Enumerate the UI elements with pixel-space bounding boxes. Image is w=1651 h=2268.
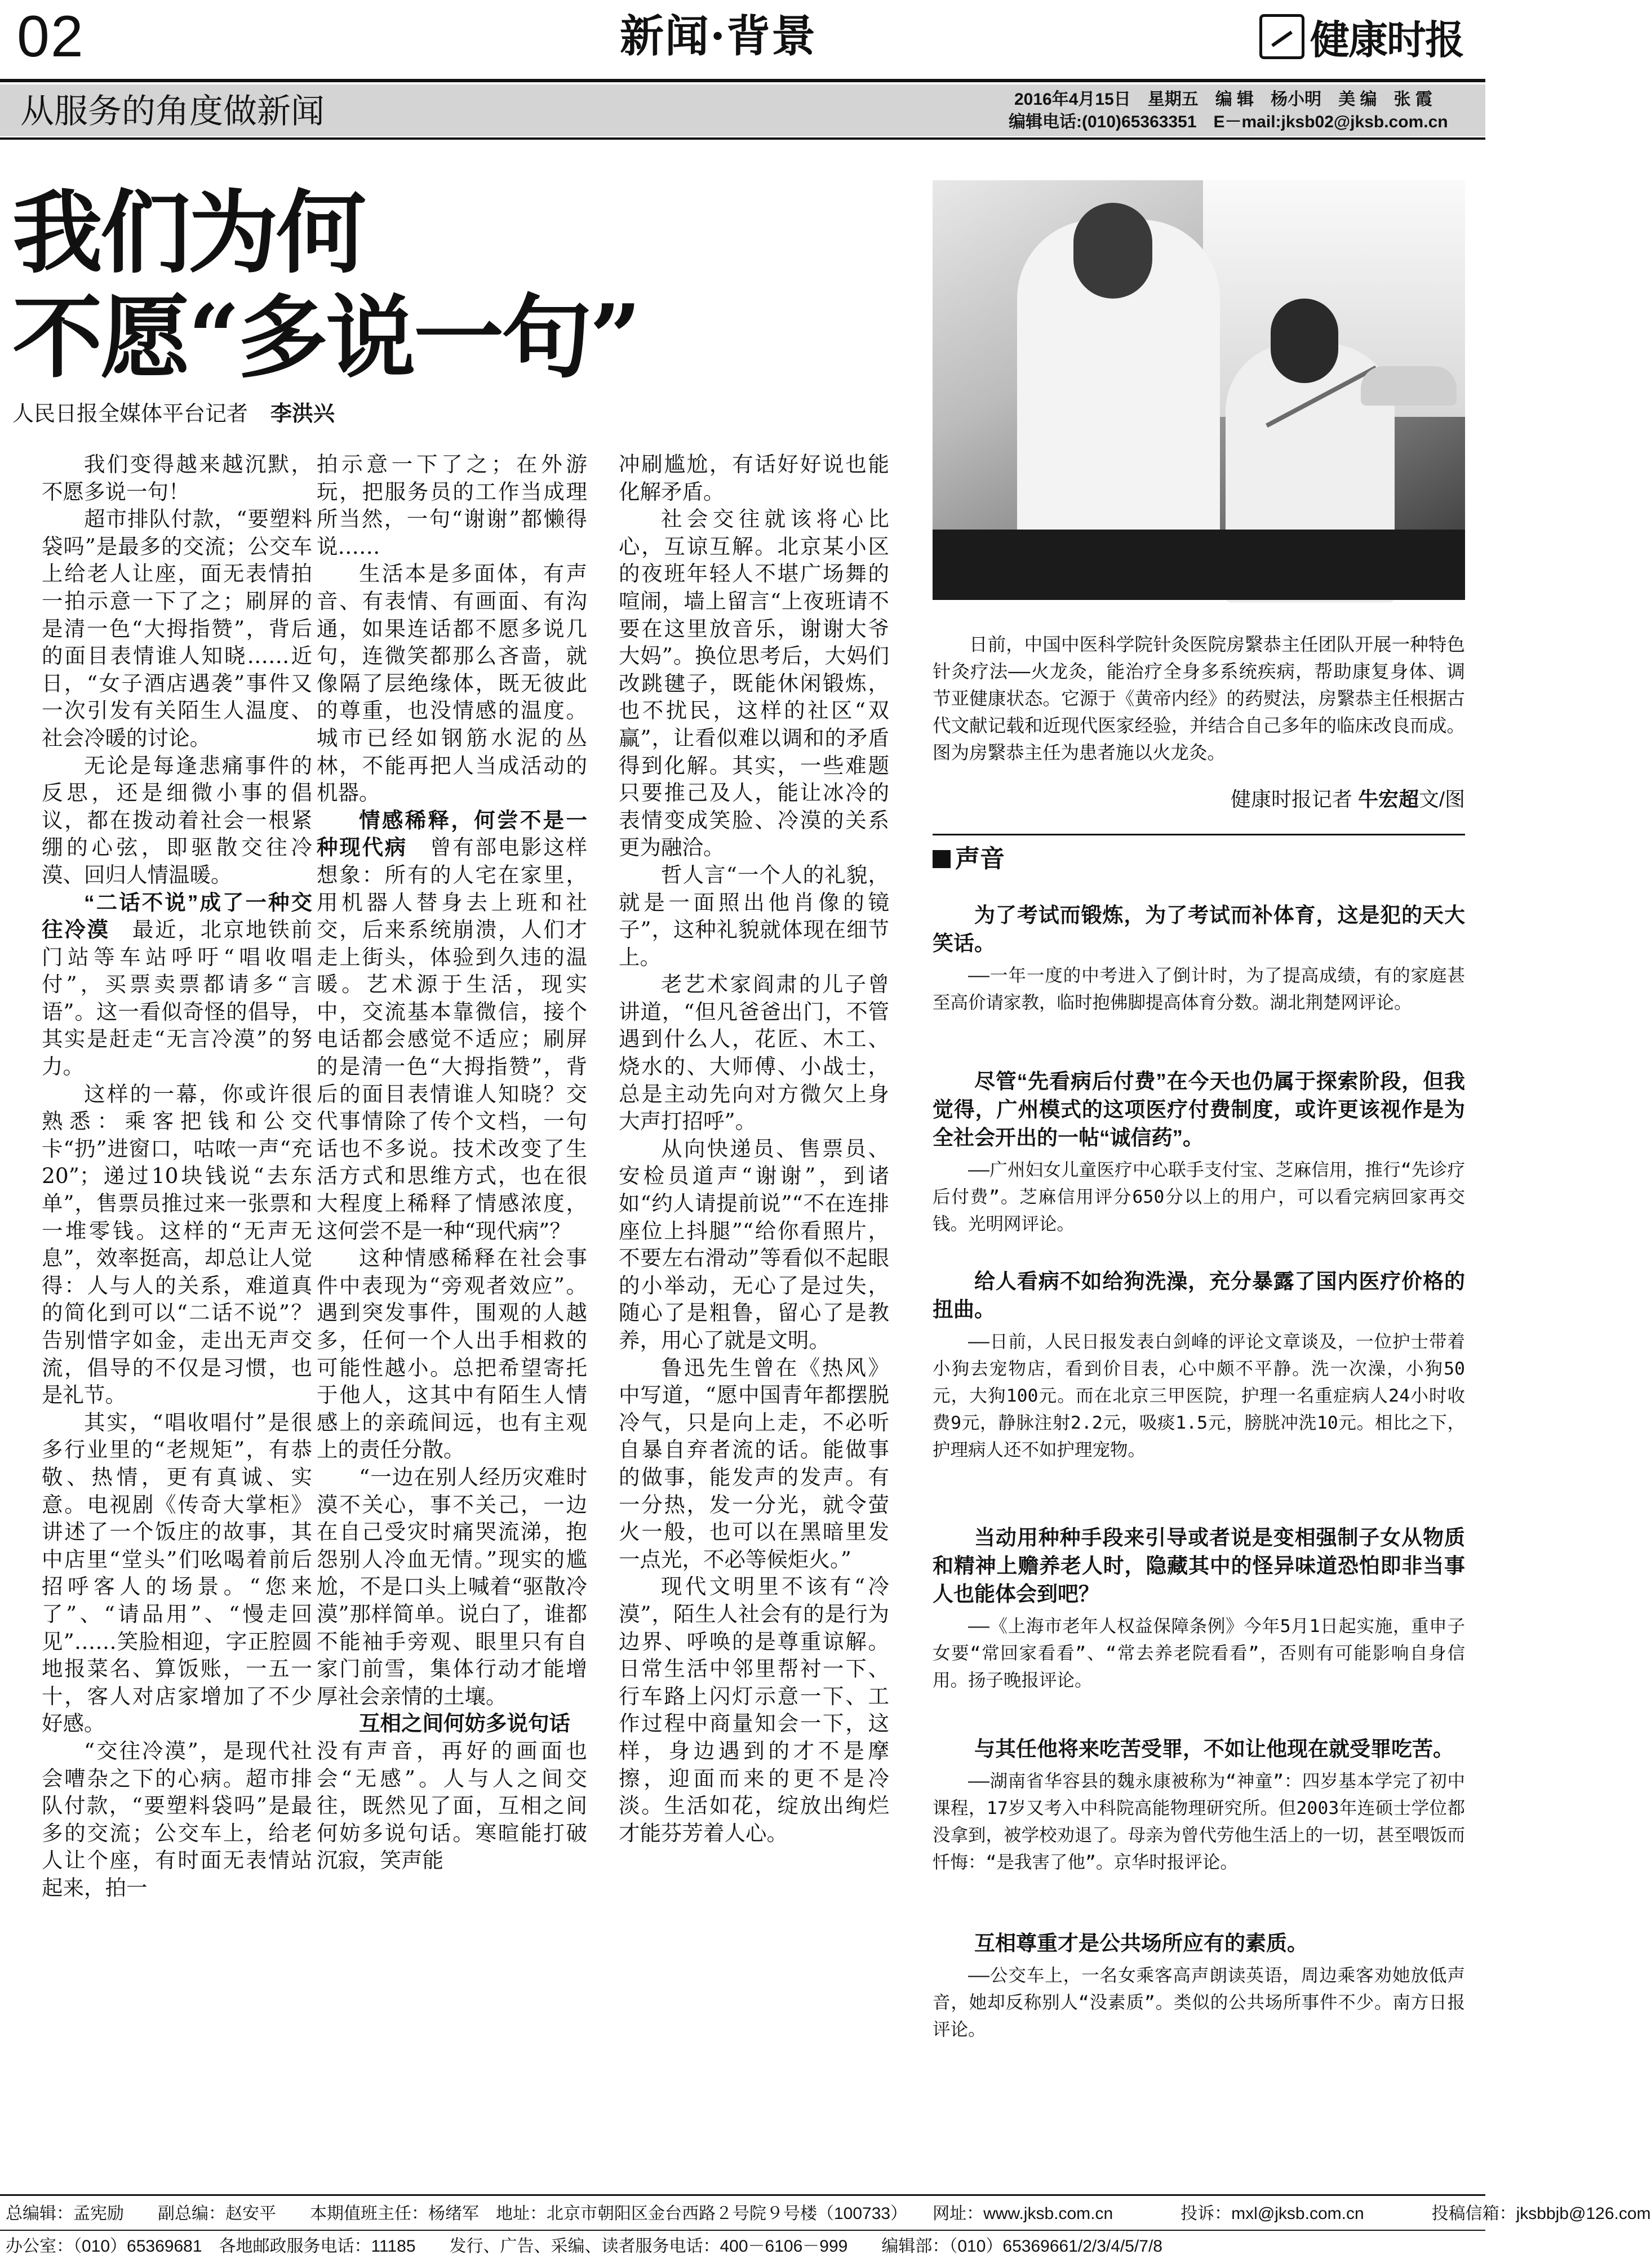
voice-item bbox=[933, 1929, 1465, 2043]
article-paragraph bbox=[42, 1409, 312, 1737]
voices-heading bbox=[933, 834, 1465, 877]
photo-credit bbox=[1166, 786, 1465, 813]
paragraph-text: 无论是每逢悲痛事件的反思，还是细微小事的倡议，都在拨动着社会一根紧绷的心弦，即驱散交往冷漠、回归人情温暖。 bbox=[42, 753, 312, 887]
article-paragraph bbox=[317, 560, 587, 806]
voice-item bbox=[933, 1735, 1465, 1876]
voice-quote: 给人看病不如给狗洗澡，充分暴露了国内医疗价格的扭曲。 bbox=[933, 1270, 1465, 1321]
photo-doctor-head bbox=[1073, 203, 1152, 299]
paragraph-text: 其实，“唱收唱付”是很多行业里的“老规矩”，有恭敬、热情，更有真诚、实意。电视剧《传奇大掌柜》讲述了一个饭庄的故事，其中店里“堂头”们吆喝着前后招呼客人的场景。“您来了”、“请品用”、“慢走回见”……笑脸相迎，字正腔圆地报菜名、算饭账，一五一十，客人对店家增加了不少好感。 bbox=[42, 1409, 312, 1736]
paragraph-text: 鲁迅先生曾在《热风》中写道，“愿中国青年都摆脱冷气，只是向上走，不必听自暴自弃者流的话。能做事的做事，能发声的发声。有一分热，发一分光，就令萤火一般，也可以在黑暗里发一点光，不必等候炬火。” bbox=[619, 1355, 889, 1572]
section-title: 新闻·背景 bbox=[620, 11, 817, 62]
voice-quote: 互相尊重才是公共场所应有的素质。 bbox=[974, 1932, 1308, 1955]
newspaper-logo bbox=[1259, 6, 1474, 68]
slogan: 从服务的角度做新闻 bbox=[20, 92, 325, 130]
subhead: 情感稀释，何尝不是一种现代病 bbox=[317, 808, 587, 860]
footer-rule-middle bbox=[0, 2230, 1485, 2231]
paragraph-text: 曾有部电影这样想象：所有的人宅在家里，用机器人替身去上班和社交，后来系统崩溃，人们才走上街头，体验到久违的温暖。艺术源于生活，现实中，交流基本靠微信，接个电话都会感觉不适应；刷屏的是清一色“大拇指赞”，背后的面目表情谁人知晓？交代事情除了传个文档，一句话也不多说。技术改变了生活方式和思维方式，也在很大程度上稀释了情感浓度，这何尝不是一种“现代病”？ bbox=[317, 835, 588, 1243]
footer-credits-line1: 总编辑：孟宪励 副总编：赵安平 本期值班主任：杨绪军 地址：北京市朝阳区金台西路２号院９号楼（100733） 网址：www.jksb.com.cn 投诉：mxl@jksb.com.cn 投稿信箱：jksbbjb@126.com bbox=[6, 2204, 1651, 2223]
square-bullet-icon bbox=[933, 850, 951, 868]
page-number: 02 bbox=[17, 4, 85, 69]
article-paragraph bbox=[619, 861, 889, 971]
article-paragraph bbox=[619, 451, 889, 505]
headline-line2: 不愿“多说一句” bbox=[12, 284, 640, 390]
voice-item bbox=[933, 1068, 1465, 1238]
paragraph-text: “交往冷漠”，是现代社会嘈杂之下的心病。超市排队付款，“要塑料袋吗”是最多的交流；公交车上，给老人让个座，有时面无表情站起来，拍一 bbox=[42, 1738, 312, 1900]
header-bottom-rule bbox=[0, 137, 1485, 140]
article-paragraph bbox=[42, 505, 312, 751]
article-paragraph bbox=[317, 451, 587, 560]
paragraph-text: 哲人言“一个人的礼貌，就是一面照出他肖像的镜子”，这种礼貌就体现在细节上。 bbox=[619, 862, 889, 970]
voices-heading-text: 声音 bbox=[955, 845, 1005, 873]
credit-prefix: 健康时报记者 bbox=[1230, 788, 1352, 811]
article-paragraph bbox=[42, 451, 312, 505]
voice-comment: ——《上海市老年人权益保障条例》今年5月1日起实施，重申子女要“常回家看看”、“常去养老院看看”，否则有可能影响自身信用。扬子晚报评论。 bbox=[933, 1616, 1465, 1691]
footer-credits-line2: 办公室：（010）65369681 各地邮政服务电话：11185 发行、广告、采编、读者服务电话：400－6106－999 编辑部：（010）65369661/2/3/4/5/7/8 bbox=[6, 2237, 1162, 2256]
paragraph-text: 超市排队付款，“要塑料袋吗”是最多的交流；公交车上给老人让座，面无表情拍一拍示意一下了之；刷屏的是清一色“大拇指赞”，背后的面目表情谁人知晓……近日，“女子酒店遇袭”事件又一次引发有关陌生人温度、社会冷暖的讨论。 bbox=[42, 506, 312, 750]
voice-quote: 与其任他将来吃苦受罪，不如让他现在就受罪吃苦。 bbox=[974, 1737, 1454, 1760]
article-paragraph bbox=[619, 1354, 889, 1573]
header-top-rule bbox=[0, 79, 1485, 82]
paragraph-text: 老艺术家阎肃的儿子曾讲道，“但凡爸爸出门，不管遇到什么人，花匠、木工、烧水的、大师傅、小战士，总是主动先向对方微欠上身大声打招呼”。 bbox=[619, 972, 889, 1134]
voice-item bbox=[933, 1524, 1465, 1694]
paragraph-text: 社会交往就该将心比心，互谅互解。北京某小区的夜班年轻人不堪广场舞的喧闹，墙上留言“上夜班请不要在这里放音乐，谢谢大爷大妈”。换位思考后，大妈们改跳毽子，既能休闲锻炼，也不扰民，这样的社区“双赢”，让看似难以调和的矛盾得到化解。其实，一些难题只要推己及人，能让冰冷的表情变成笑脸、冷漠的关系更为融洽。 bbox=[619, 506, 889, 860]
paragraph-text: 我们变得越来越沉默，不愿多说一句！ bbox=[42, 452, 312, 504]
article-paragraph bbox=[317, 1710, 592, 1874]
article-paragraph bbox=[317, 1464, 587, 1710]
article-column-3 bbox=[619, 451, 889, 2186]
article-byline bbox=[12, 400, 335, 428]
logo-mark-icon bbox=[1259, 14, 1304, 59]
article-paragraph bbox=[619, 1573, 889, 1847]
photo-patient-bed bbox=[933, 530, 1465, 600]
voice-comment: ——湖南省华容县的魏永康被称为“神童”：四岁基本学完了初中课程，17岁又考入中科院高能物理研究所。但2003年连硕士学位都没拿到，被学校劝退了。母亲为曾代劳他生活上的一切，甚至喂饭而忏悔：“是我害了他”。京华时报评论。 bbox=[933, 1771, 1466, 1873]
article-column-2 bbox=[317, 451, 592, 2186]
voice-quote: 当动用种种手段来引导或者说是变相强制子女从物质和精神上赡养老人时，隐藏其中的怪异味道恐怕即非当事人也能体会到吧？ bbox=[933, 1526, 1465, 1606]
issue-meta-line2: 编辑电话:(010)65363351 E－mail:jksb02@jksb.com.cn bbox=[1009, 113, 1448, 131]
article-headline bbox=[12, 180, 914, 390]
article-paragraph bbox=[317, 807, 587, 1245]
paragraph-text: 现代文明里不该有“冷漠”，陌生人社会有的是行为边界、呼唤的是尊重谅解。日常生活中邻里帮衬一下、行车路上闪灯示意一下、工作过程中商量知会一下，这样，身边遇到的才不是摩擦，迎面而来的更不是冷淡。生活如花，绽放出绚烂才能芬芳着人心。 bbox=[619, 1574, 889, 1845]
headline-line1: 我们为何 bbox=[12, 180, 365, 286]
article-paragraph bbox=[42, 889, 312, 1080]
byline-role: 人民日报全媒体平台记者 bbox=[12, 402, 248, 426]
credit-suffix: 文/图 bbox=[1418, 788, 1465, 811]
photo-lamp bbox=[1361, 366, 1457, 406]
voice-comment: ——广州妇女儿童医疗中心联手支付宝、芝麻信用，推行“先诊疗后付费”。芝麻信用评分650分以上的用户，可以看完病回家再交钱。光明网评论。 bbox=[933, 1160, 1465, 1234]
article-column-1 bbox=[42, 451, 312, 2186]
article-paragraph bbox=[42, 752, 312, 889]
photo-caption: 日前，中国中医科学院针灸医院房繄恭主任团队开展一种特色针灸疗法——火龙灸，能治疗全身多系统疾病，帮助康复身体、调节亚健康状态。它源于《黄帝内经》的药熨法，房繄恭主任根据古代文献记载和近现代医家经验，并结合自己多年的临床改良而成。图为房繄恭主任为患者施以火龙灸。 bbox=[933, 634, 1465, 763]
byline-name: 李洪兴 bbox=[270, 402, 335, 426]
paragraph-text: “一边在别人经历灾难时漠不关心，事不关己，一边在自己受灾时痛哭流涕，抱怨别人冷血无情。”现实的尴尬，不是口头上喊着“驱散冷漠”那样简单。说白了，谁都不能袖手旁观、眼里只有自家门前雪，集体行动才能增厚社会亲情的土壤。 bbox=[317, 1464, 587, 1709]
article-paragraph bbox=[42, 1080, 312, 1409]
voice-item bbox=[933, 901, 1465, 1016]
logo-text: 健康时报 bbox=[1310, 16, 1463, 63]
paragraph-text: 最近，北京地铁前门站等车站呼吁“唱收唱付”，买票卖票都请多“言语”。这一看似奇怪的倡导，其实是赶走“无言冷漠”的努力。 bbox=[42, 917, 313, 1079]
article-paragraph bbox=[619, 505, 889, 861]
paragraph-text: 冲刷尴尬，有话好好说也能化解矛盾。 bbox=[619, 452, 889, 504]
paragraph-text: 这样的一幕，你或许很熟悉：乘客把钱和公交卡“扔”进窗口，咕哝一声“充20”；递过10块钱说“去东单”，售票员推过来一张票和一堆零钱。这样的“无声无息”，效率挺高，却总让人觉得：人与人的关系，难道真的简化到可以“二话不说”？告别惜字如金，走出无声交流，倡导的不仅是习惯，也是礼节。 bbox=[42, 1081, 312, 1408]
article-paragraph bbox=[42, 1737, 312, 1902]
paragraph-text: 从向快递员、售票员、安检员道声“谢谢”，到诸如“约人请提前说”“不在连排座位上抖腿”“给你看照片，不要左右滑动”等看似不起眼的小举动，无心了是过失，随心了是粗鲁，留心了是教养，用心了就是文明。 bbox=[619, 1136, 889, 1353]
subhead: 互相之间何妨多说句话 bbox=[359, 1711, 570, 1736]
paragraph-text: 生活本是多面体，有声音、有表情、有画面、有沟通，如果连话都不愿多说几句，连微笑都那么吝啬，就像隔了层绝缘体，既无彼此的尊重，也没情感的温度。城市已经如钢筋水泥的丛林，不能再把人当成活动的机器。 bbox=[317, 561, 587, 806]
voice-comment: ——日前，人民日报发表白剑峰的评论文章谈及，一位护士带着小狗去宠物店，看到价目表，心中颇不平静。洗一次澡，小狗50元，大狗100元。而在北京三甲医院，护理一名重症病人24小时收费9元，静脉注射2.2元，吸痰1.5元，膀胱冲洗10元。相比之下，护理病人还不如护理宠物。 bbox=[933, 1332, 1465, 1460]
article-paragraph bbox=[619, 971, 889, 1135]
voice-item bbox=[933, 1268, 1465, 1464]
paragraph-text: 拍示意一下了之；在外游玩，把服务员的工作当成理所当然，一句“谢谢”都懒得说…… bbox=[317, 452, 587, 559]
voice-comment: ——公交车上，一名女乘客高声朗读英语，周边乘客劝她放低声音，她却反称别人“没素质”。类似的公共场所事件不少。南方日报评论。 bbox=[933, 1965, 1465, 2040]
voice-quote: 尽管“先看病后付费”在今天也仍属于探索阶段，但我觉得，广州模式的这项医疗付费制度，或许更该视作是为全社会开出的一帖“诚信药”。 bbox=[933, 1070, 1465, 1149]
news-photo bbox=[933, 180, 1465, 600]
photo-assistant-head bbox=[1271, 299, 1338, 383]
voice-comment: ——一年一度的中考进入了倒计时，为了提高成绩，有的家庭甚至高价请家教，临时抱佛脚提高体育分数。湖北荆楚网评论。 bbox=[933, 966, 1465, 1013]
paragraph-text: 这种情感稀释在社会事件中表现为“旁观者效应”。遇到突发事件，围观的人越多，任何一个人出手相救的可能性越小。总把希望寄托于他人，这其中有陌生人情感上的亲疏间远，也有主观上的责任分散。 bbox=[317, 1246, 587, 1462]
voice-quote: 为了考试而锻炼，为了考试而补体育，这是犯的天大笑话。 bbox=[933, 904, 1465, 955]
credit-name: 牛宏超 bbox=[1357, 788, 1419, 811]
subhead: “二话不说”成了一种交往冷漠 bbox=[42, 890, 312, 942]
article-paragraph bbox=[317, 1244, 587, 1464]
footer-rule-top bbox=[0, 2194, 1485, 2196]
paragraph-text: 没有声音，再好的画面也会“无感”。人与人之间交往，既然见了面，互相之间何妨多说句话。寒暄能打破沉寂，笑声能 bbox=[317, 1711, 592, 1873]
issue-meta-line1: 2016年4月15日 星期五 编 辑 杨小明 美 编 张 霞 bbox=[1014, 90, 1432, 109]
article-paragraph bbox=[619, 1135, 889, 1354]
